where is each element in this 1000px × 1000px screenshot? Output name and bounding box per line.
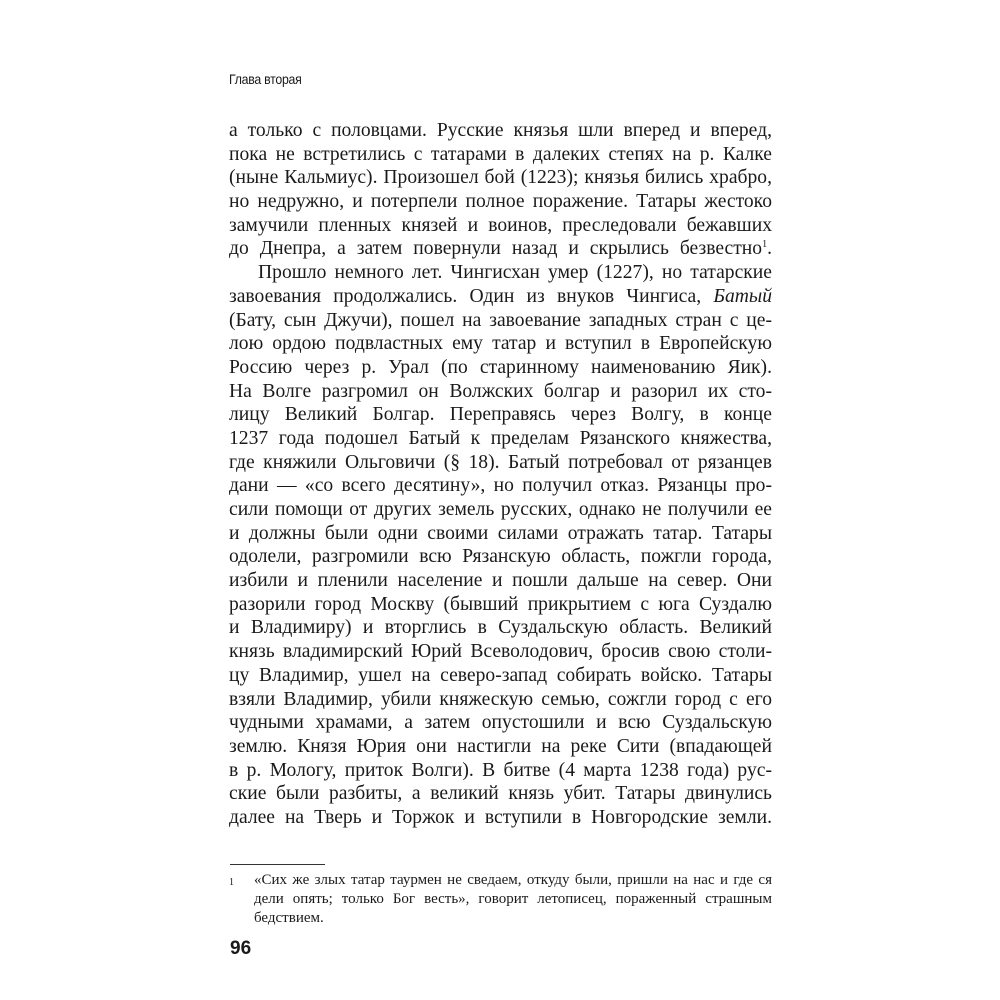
footnote [229,871,772,928]
line-text: в р. Мологу, приток Волги). В битве (4 марта 1238 года) рус- [229,759,772,781]
line-text: Прошло немного лет. Чингисхан умер (1227), но татарские [258,262,772,284]
line-text: сили помощи от других земель русских, однако не получили ее [229,499,772,520]
text-line [229,593,772,617]
line-text: где княжили Ольговичи (§ 18). Батый потребовал от рязанцев [229,451,772,473]
page-number: 96 [230,938,252,959]
line-text: но недружно, и потерпели полное поражение. Татары жестоко [229,191,772,213]
text-line [229,356,772,380]
line-text: Россию через р. Урал (по старинному наименованию Яик). [229,356,772,378]
line-text: и должны были одни своими силами отражать татар. Татары [229,522,772,544]
text-line [229,640,772,664]
text-line [229,522,772,546]
line-text: землю. Князя Юрия они настигли на реке Сити (впадающей [229,735,772,757]
text-line [229,569,772,593]
text-line [229,143,772,167]
line-text: далее на Тверь и Торжок и вступили в Новгородские земли. [229,806,772,828]
footnote-line: дели опять; только Бог весть», говорит летописец, пораженный страшным [254,891,772,907]
line-text: завоевания продолжались. Один из внуков Чингиса, [229,285,702,307]
line-text: лою ордою подвластных ему татар и вступил в Европейскую [229,333,772,355]
running-header: Глава вторая [229,71,302,87]
footnote-reference[interactable]: 1 [762,239,768,251]
line-text: и Владимиру) и вторглись в Суздальскую область. Великий [229,617,772,639]
line-text: чудными храмами, а затем опустошили и всю Суздальскую [229,712,772,734]
line-text: ские были разбиты, а великий князь убит. Татары двинулись [229,783,772,805]
italic-name: Батый [713,285,772,307]
text-line [229,711,772,735]
body-text [229,119,772,830]
text-line [229,806,772,830]
footnote-line: бедствием. [254,910,324,926]
text-line [229,332,772,356]
text-line [229,545,772,569]
line-text: (ныне Кальмиус). Произошел бой (1223); князья бились храбро, [229,167,772,189]
text-line [229,285,772,309]
text-line [229,166,772,190]
line-text: лицу Великий Болгар. Переправясь через Волгу, в конце [229,404,772,426]
line-text: пока не встретились с татарами в далеких степях на р. Калке [229,143,772,165]
line-text: разорили город Москву (бывший прикрытием с юга Суздалю [229,593,772,615]
line-text: избили и пленили население и пошли дальше на север. Они [229,570,772,592]
text-line [229,735,772,759]
line-text: до Днепра, а затем повернули назад и скрылись безвестно [229,238,763,260]
text-line [229,403,772,427]
line-text: замучили пленных князей и воинов, преследовали бежавших [229,214,772,236]
text-line [229,498,772,522]
line-text: а только с половцами. Русские князья шли вперед и вперед, [229,120,772,141]
line-text: дани — «со всего десятину», но получил отказ. Рязанцы про- [229,475,772,497]
text-line [229,119,772,143]
text-line [229,309,772,333]
line-text: цу Владимир, ушел на северо-запад собирать войско. Татары [229,664,772,686]
footnote-mark: 1 [229,877,234,888]
text-line [229,380,772,404]
line-text: На Волге разгромил он Волжских болгар и разорил их сто- [229,380,772,402]
line-text: (Бату, сын Джучи), пошел на завоевание западных стран с це- [229,309,772,331]
text-line [229,261,772,285]
text-line [229,190,772,214]
text-line [229,427,772,451]
footnote-line: «Сих же злых татар таурмен не сведаем, откуду были, пришли на нас и где ся [254,872,772,888]
text-line [229,474,772,498]
line-text: 1237 года подошел Батый к пределам Рязанского княжества, [229,427,772,449]
text-line: до Днепра, а затем повернули назад и скрылись безвестно$^1$. [229,238,772,260]
line-text: взяли Владимир, убили княжескую семью, сожгли город с его [229,688,772,710]
text-line [229,688,772,712]
line-text: князь владимирский Юрий Всеволодович, бросив свою столи- [229,641,772,663]
text-line [229,214,772,238]
text-line [229,664,772,688]
footnote-divider [230,864,325,865]
text-line [229,759,772,783]
text-line [229,616,772,640]
line-text: одолели, разгромили всю Рязанскую область, пожгли города, [229,546,772,568]
text-line [229,782,772,806]
text-line [229,451,772,475]
